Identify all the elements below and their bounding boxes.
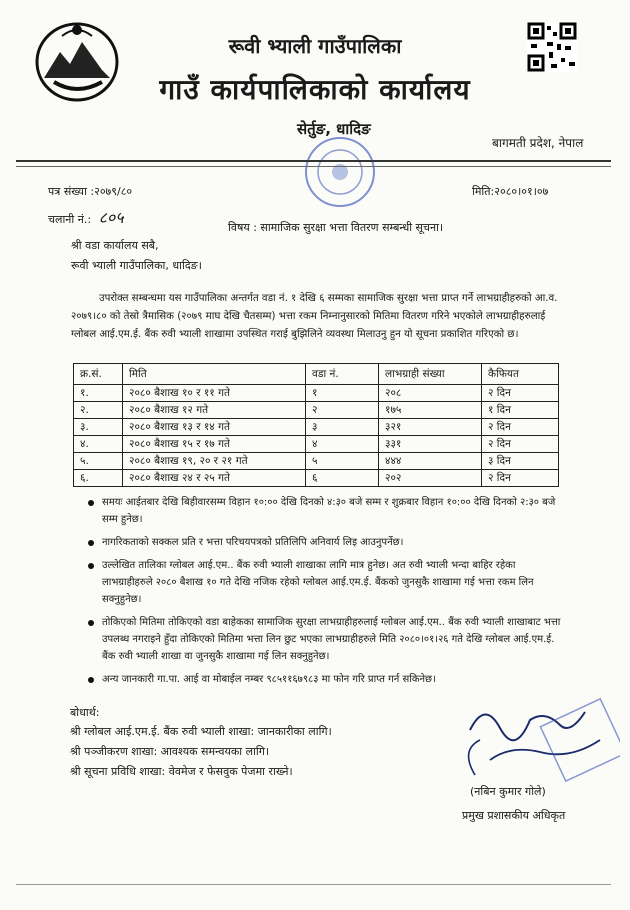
list-item: तोकिएको मितिमा तोकिएको वडा बाहेकका सामाजिक सुरक्षा लाभग्राहीहरुलाई ग्लोबल आई.एम.. बैंक रुवी भ्याली शाखाबाट भत्ता उपलब्ध नगराइने हुँदा तोकिएको मितिमा भत्ता लिन छुट भएका लाभग्राहीहरुले मिति २०८०।०१।२६ गते देखि ग्लोबल आई.एम.ई. बैंक रुवी भ्याली शाखा वा जुनसुकै शाखामा गई लिन सक्नुहुनेछ। [88,614,568,665]
office-stamp [300,132,380,212]
col-sn: क्र.सं. [74,364,123,385]
list-item: उल्लेखित तालिका ग्लोबल आई.एम.. बैंक रुवी भ्याली शाखाका लागि मात्र हुनेछ। अत रुवी भ्याली भन्दा बाहिर रहेका लाभग्राहीहरुले २०८० बैशाख १० गते देखि नजिक रहेको ग्लोबल आई.एम.ई. बैंकको जुनसुकै शाखामा गई भत्ता रकम लिन सक्नुहुनेछ। [88,557,568,608]
cell-remarks: २ दिन [482,470,559,487]
footer-divider [16,884,611,885]
cell-sn: २. [74,402,123,419]
cell-date: २०८० बैशाख २४ र २५ गते [123,470,306,487]
table-header-row [74,364,559,385]
cell-date: २०८० बैशाख १२ गते [123,402,306,419]
signatory-designation: प्रमुख प्रशासकीय अधिकृत [462,809,566,822]
col-date: मिति [123,364,306,385]
handwritten-signature [450,690,620,795]
office-location: सेर्तुङ, धादिङ [297,120,371,138]
dispatch-label: चलानी नं.: [48,213,92,226]
letter-date: मिति:२०८०।०१।०७ [472,185,549,198]
cell-sn: १. [74,385,123,402]
cell-ward: १ [306,385,379,402]
table-row [74,453,559,470]
table-row [74,385,559,402]
cell-beneficiaries: ३२१ [379,419,482,436]
cell-ward: ४ [306,436,379,453]
cc-line-1: श्री ग्लोबल आई.एम.ई. बैंक रुवी भ्याली शाखा: जानकारीका लागि। [70,725,332,738]
table-row [74,470,559,487]
signatory-name: (नबिन कुमार गोले) [470,785,546,798]
cell-beneficiaries: ४४४ [379,453,482,470]
cell-remarks: ३ दिन [482,453,559,470]
cell-remarks: २ दिन [482,436,559,453]
list-item: नागरिकताको सक्कल प्रति र भत्ता परिचयपत्रको प्रतिलिपि अनिवार्य लिइ आउनुपर्नेछ। [88,534,568,551]
table-row [74,419,559,436]
cell-date: २०८० बैशाख १३ र १४ गते [123,419,306,436]
cc-heading: बोधार्थ: [70,706,100,719]
table-row [74,402,559,419]
cell-beneficiaries: १७५ [379,402,482,419]
cell-remarks: १ दिन [482,402,559,419]
cell-date: २०८० बैशाख १० र ११ गते [123,385,306,402]
col-beneficiaries: लाभग्राही संख्या [379,364,482,385]
notice-bullet-list [88,494,568,694]
list-item: समयः आईतबार देखि बिहीवारसम्म विहान १०:०० देखि दिनको ४:३० बजे सम्म र शुक्रबार विहान १०:०० देखि दिनको २:३० बजे सम्म हुनेछ। [88,494,568,528]
dispatch-number: ८०५ [98,208,124,227]
distribution-schedule-table [73,363,559,487]
col-ward: वडा नं. [306,364,379,385]
cell-remarks: २ दिन [482,385,559,402]
cell-date: २०८० बैशाख १५ र १७ गते [123,436,306,453]
municipality-name: रूवी भ्याली गाउँपालिका [228,34,402,58]
col-remarks: कैफियत [482,364,559,385]
cc-line-2: श्री पञ्जीकरण शाखा: आवश्यक समन्वयका लागि। [70,745,270,758]
office-title: गाउँ कार्यपालिकाको कार्यालय [159,73,471,106]
cell-sn: ३. [74,419,123,436]
province-name: बागमती प्रदेश, नेपाल [492,136,584,150]
cell-beneficiaries: ३३१ [379,436,482,453]
cell-remarks: २ दिन [482,419,559,436]
cell-ward: २ [306,402,379,419]
header-divider [16,160,611,162]
list-item: अन्य जानकारी गा.पा. आई वा मोबाईल नम्बर ९८५११६७९८३ मा फोन गरि प्राप्त गर्न सकिनेछ। [88,671,568,688]
header-divider-thin [16,166,611,167]
recipient-line-2: रूवी भ्याली गाउँपालिका, धादिङ। [71,259,202,272]
letter-reference: पत्र संख्या :२०७९/८० [48,185,133,198]
cell-beneficiaries: २०२ [379,470,482,487]
cell-sn: ५. [74,453,123,470]
cell-date: २०८० बैशाख १९, २० र २१ गते [123,453,306,470]
cell-ward: ३ [306,419,379,436]
cell-sn: ६. [74,470,123,487]
recipient-line-1: श्री वडा कार्यालय सबै, [71,239,159,252]
dispatch-number-row [48,206,124,228]
cc-line-3: श्री सूचना प्रविधि शाखा: वेवमेज र फेसवुक पेजमा राख्ने। [70,765,293,778]
cell-ward: ५ [306,453,379,470]
letter-subject: विषय : सामाजिक सुरक्षा भत्ता वितरण सम्बन्धी सूचना। [228,221,444,234]
letter-body: उपरोक्त सम्बन्धमा यस गाउँपालिका अन्तर्गत वडा नं. १ देखि ६ सम्मका सामाजिक सुरक्षा भत्ता प्राप्त गर्ने लाभग्राहीहरुको आ.व. २०७९।८० को तेस्रो त्रैमासिक (२०७९ माघ देखि चैतसम्म) भत्ता रकम निम्नानुसारको मितिमा वितरण गरिने भएकोले लाभग्राहीहरुलाई ग्लोबल आई.एम.ई. बैंक रुवी भ्याली शाखामा उपस्थित गराई बुझिलिने व्यवस्था मिलाउनु हुन यो सूचना प्रकाशित गरिएको छ। [71,293,558,340]
cell-sn: ४. [74,436,123,453]
cell-ward: ६ [306,470,379,487]
table-row [74,436,559,453]
cell-beneficiaries: २०८ [379,385,482,402]
